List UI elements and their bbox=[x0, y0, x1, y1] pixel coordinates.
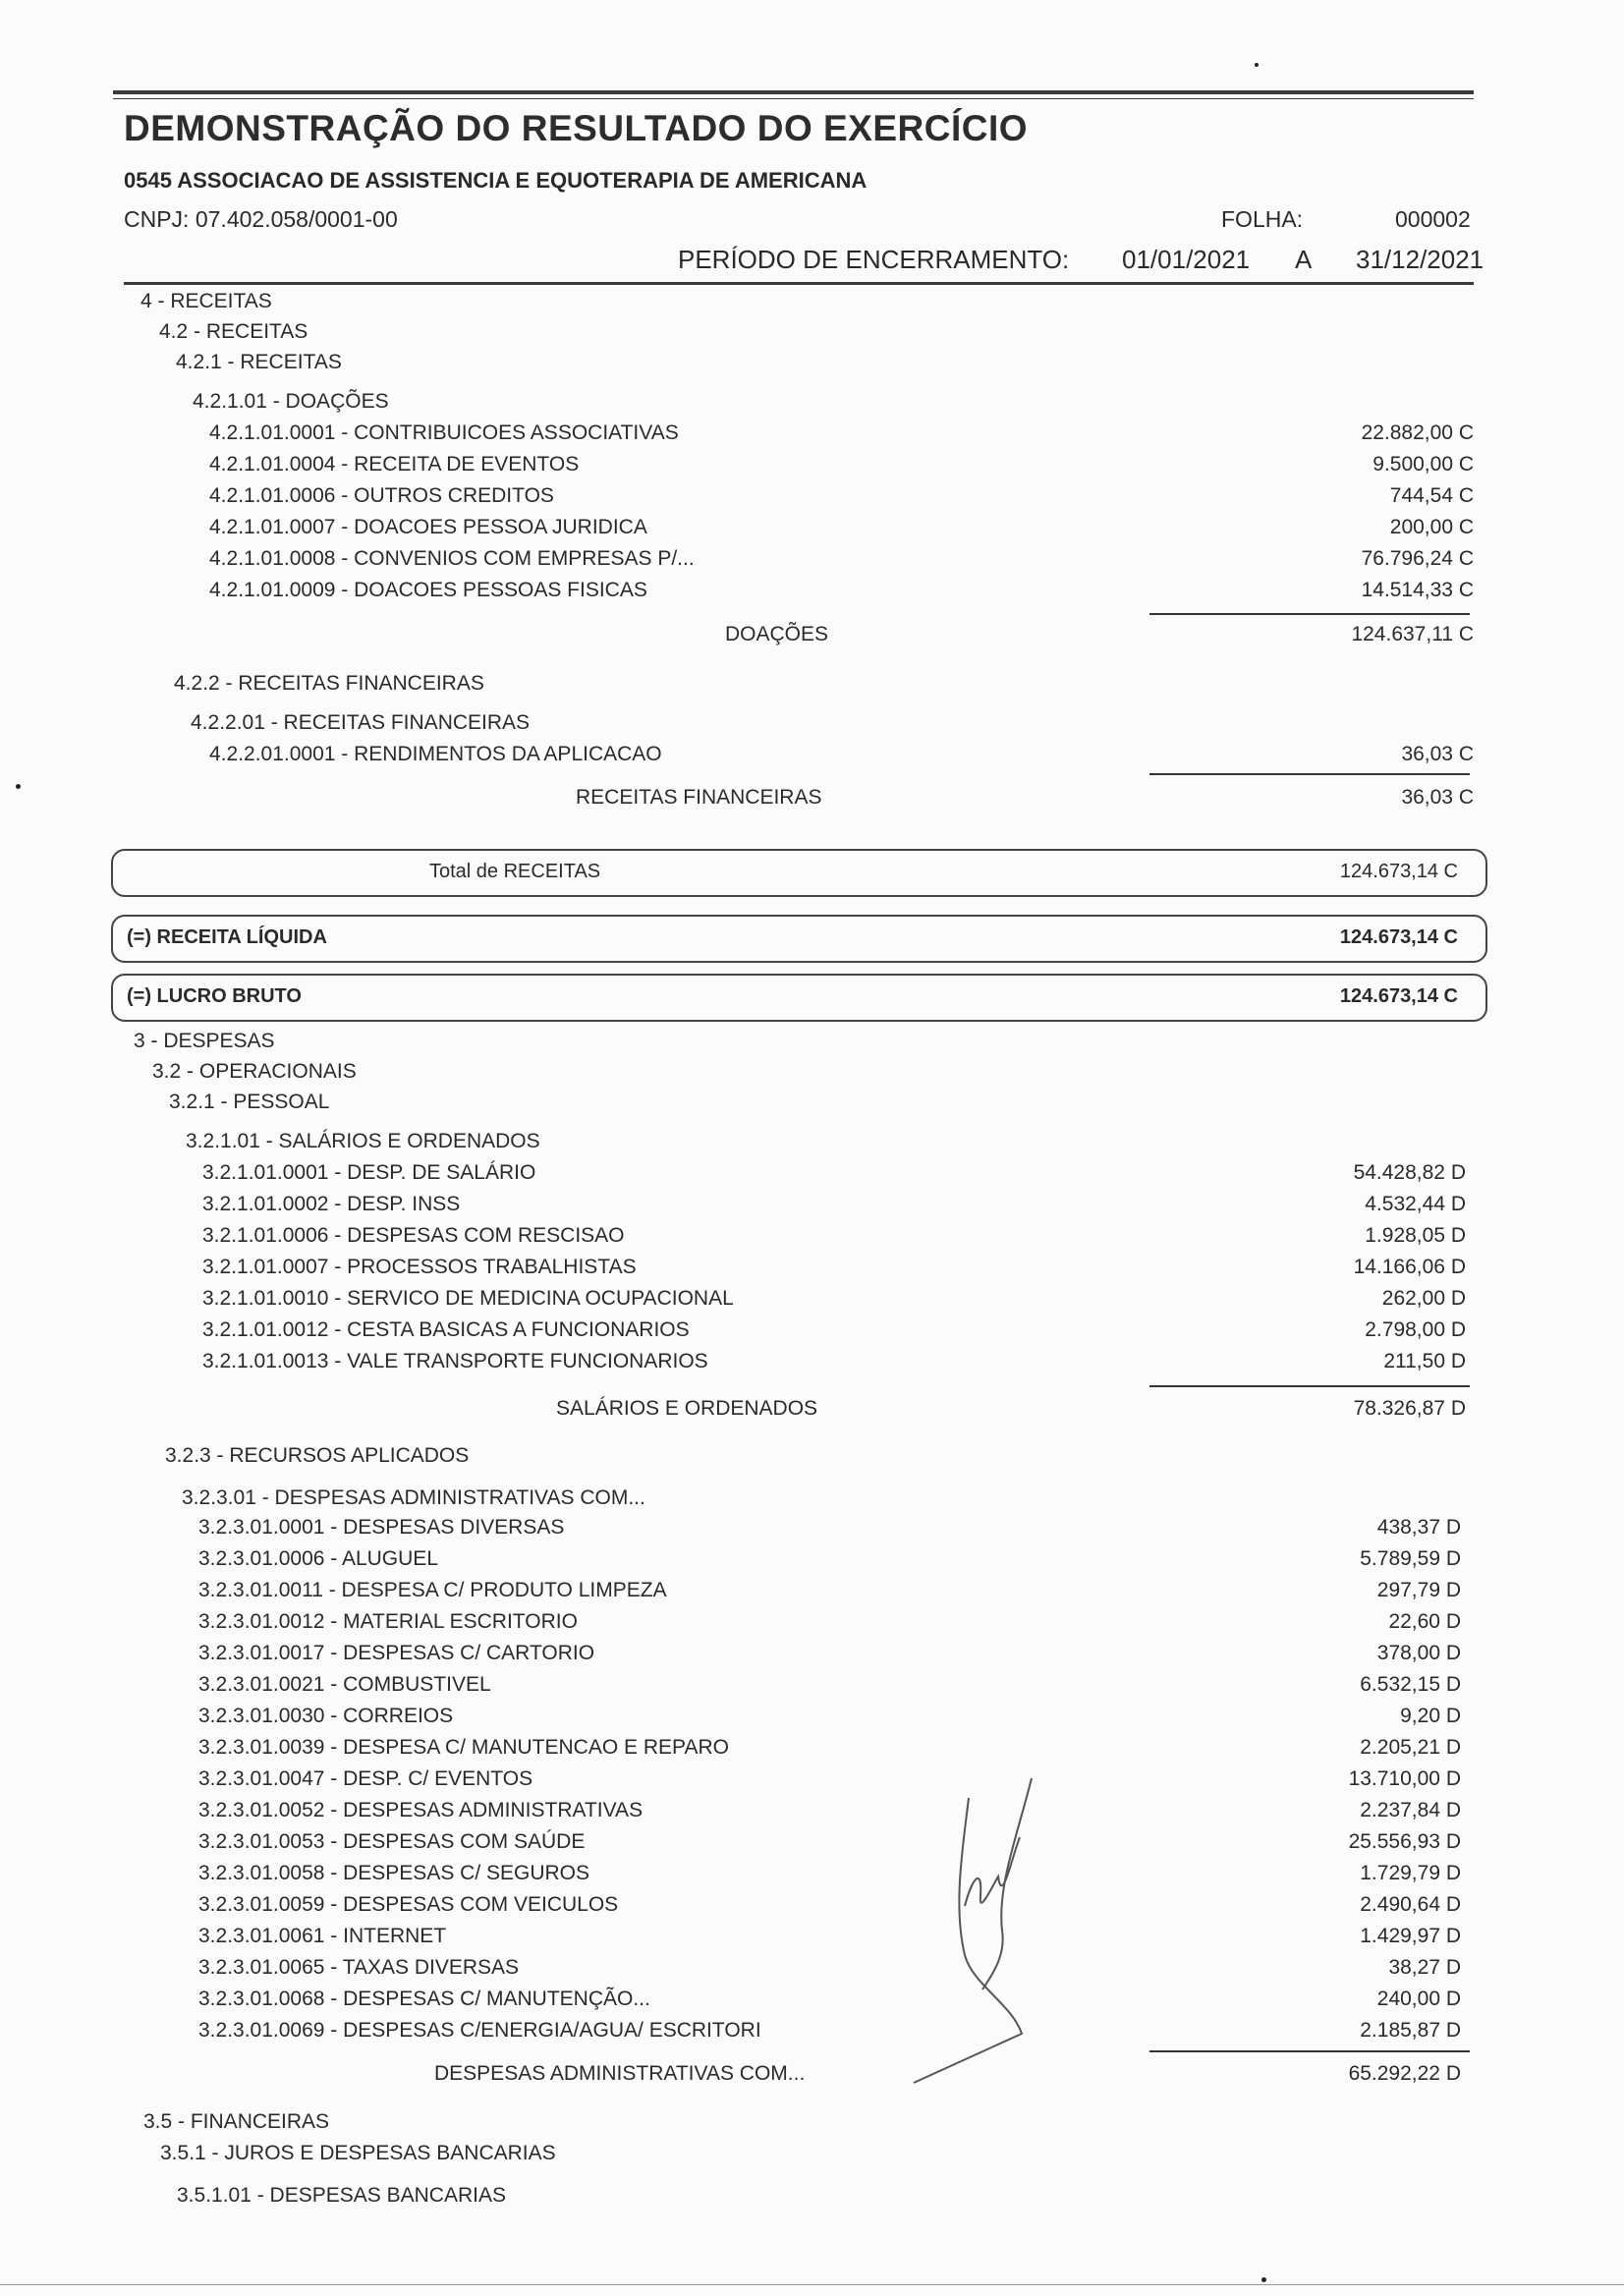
account-item-label: 4.2.1.01.0007 - DOACOES PESSOA JURIDICA bbox=[209, 516, 647, 538]
account-level-3: 3.5.1 - JUROS E DESPESAS BANCARIAS bbox=[160, 2142, 556, 2164]
account-level-1: 4 - RECEITAS bbox=[140, 290, 272, 312]
account-group: 4.2.2.01 - RECEITAS FINANCEIRAS bbox=[191, 711, 531, 734]
account-item bbox=[0, 516, 1624, 545]
periodo-end: 31/12/2021 bbox=[1356, 245, 1484, 274]
account-item-value: 262,00 D bbox=[1381, 1287, 1466, 1310]
account-item-label: 3.2.3.01.0069 - DESPESAS C/ENERGIA/AGUA/ ESCRITORI bbox=[198, 2019, 761, 2042]
account-item-label: 3.2.3.01.0061 - INTERNET bbox=[198, 1925, 447, 1947]
account-item bbox=[0, 1673, 1624, 1703]
page-bottom-edge bbox=[0, 2284, 1624, 2285]
account-item-label: 3.2.3.01.0053 - DESPESAS COM SAÚDE bbox=[198, 1830, 586, 1853]
subtotal-rule bbox=[1149, 2050, 1470, 2052]
signature-mark bbox=[904, 1759, 1100, 2093]
account-item-label: 3.2.3.01.0030 - CORREIOS bbox=[198, 1705, 454, 1727]
account-item-value: 38,27 D bbox=[1388, 1956, 1461, 1979]
account-item: 4.2.2.01.0001 - RENDIMENTOS DA APLICACAO 36,03 C bbox=[209, 743, 1474, 765]
account-item bbox=[0, 1956, 1624, 1986]
account-item-label: 3.2.3.01.0065 - TAXAS DIVERSAS bbox=[198, 1956, 520, 1979]
account-item-value: 297,79 D bbox=[1376, 1579, 1461, 1601]
account-item-value: 9.500,00 C bbox=[1372, 453, 1474, 476]
entity-name: 0545 ASSOCIACAO DE ASSISTENCIA E EQUOTERAPIA DE AMERICANA bbox=[124, 168, 868, 193]
scan-speck bbox=[1255, 63, 1259, 67]
account-item-value: 14.514,33 C bbox=[1361, 579, 1474, 601]
account-item-label: 3.2.3.01.0047 - DESP. C/ EVENTOS bbox=[198, 1767, 533, 1790]
account-item-label: 3.2.3.01.0059 - DESPESAS COM VEICULOS bbox=[198, 1893, 619, 1916]
account-item bbox=[0, 1318, 1624, 1348]
account-item bbox=[0, 1705, 1624, 1734]
account-item-label: 3.2.1.01.0013 - VALE TRANSPORTE FUNCIONARIOS bbox=[202, 1350, 708, 1372]
account-item bbox=[0, 1161, 1624, 1191]
account-group: 3.2.1.01 - SALÁRIOS E ORDENADOS bbox=[186, 1130, 540, 1152]
account-level-3: 3.2.3 - RECURSOS APLICADOS bbox=[165, 1444, 470, 1467]
account-item-value: 2.205,21 D bbox=[1360, 1736, 1461, 1759]
account-item bbox=[0, 1516, 1624, 1545]
page-title: DEMONSTRAÇÃO DO RESULTADO DO EXERCÍCIO bbox=[124, 108, 1029, 148]
account-item-label: 4.2.1.01.0006 - OUTROS CREDITOS bbox=[209, 484, 554, 507]
account-item-value: 9,20 D bbox=[1400, 1705, 1461, 1727]
account-item-label: 3.2.1.01.0010 - SERVICO DE MEDICINA OCUPACIONAL bbox=[202, 1287, 734, 1310]
receita-liquida-box: (=) RECEITA LÍQUIDA 124.673,14 C bbox=[111, 915, 1487, 963]
account-item-label: 3.2.3.01.0017 - DESPESAS C/ CARTORIO bbox=[198, 1642, 595, 1664]
account-item-label: 3.2.1.01.0012 - CESTA BASICAS A FUNCIONARIOS bbox=[202, 1318, 690, 1341]
account-item-value: 1.429,97 D bbox=[1360, 1925, 1461, 1947]
account-item bbox=[0, 579, 1624, 608]
account-item bbox=[0, 1988, 1624, 2017]
account-item-value: 744,54 C bbox=[1389, 484, 1474, 507]
account-item-label: 3.2.3.01.0068 - DESPESAS C/ MANUTENÇÃO... bbox=[198, 1988, 650, 2010]
account-item bbox=[0, 1862, 1624, 1891]
account-item-label: 3.2.3.01.0006 - ALUGUEL bbox=[198, 1547, 438, 1570]
account-item-value: 2.185,87 D bbox=[1360, 2019, 1461, 2042]
account-item-value: 22.882,00 C bbox=[1361, 421, 1474, 444]
account-item-label: 3.2.1.01.0002 - DESP. INSS bbox=[202, 1193, 461, 1215]
subtotal-rule bbox=[1149, 613, 1470, 615]
account-item-value: 22,60 D bbox=[1388, 1610, 1461, 1633]
account-item bbox=[0, 2019, 1624, 2048]
account-item-label: 3.2.1.01.0006 - DESPESAS COM RESCISAO bbox=[202, 1224, 625, 1247]
account-item bbox=[0, 1893, 1624, 1923]
scan-speck bbox=[16, 784, 21, 789]
account-item-value: 54.428,82 D bbox=[1353, 1161, 1466, 1184]
periodo-label: PERÍODO DE ENCERRAMENTO: bbox=[678, 245, 1070, 274]
top-rule-thin bbox=[113, 98, 1474, 99]
account-item-value: 76.796,24 C bbox=[1361, 547, 1474, 570]
account-item-value: 1.729,79 D bbox=[1360, 1862, 1461, 1884]
folha-label: FOLHA: bbox=[1221, 206, 1304, 232]
account-item-label: 3.2.1.01.0001 - DESP. DE SALÁRIO bbox=[202, 1161, 536, 1184]
account-item bbox=[0, 1224, 1624, 1254]
subtotal-row: DESPESAS ADMINISTRATIVAS COM... 65.292,22 D bbox=[434, 2062, 1461, 2085]
account-item bbox=[0, 1642, 1624, 1671]
account-item-value: 240,00 D bbox=[1376, 1988, 1461, 2010]
account-item bbox=[0, 421, 1624, 451]
account-item-label: 3.2.3.01.0052 - DESPESAS ADMINISTRATIVAS bbox=[198, 1799, 644, 1821]
subtotal-rule bbox=[1149, 1385, 1470, 1387]
top-rule bbox=[113, 90, 1474, 94]
account-item-label: 4.2.1.01.0009 - DOACOES PESSOAS FISICAS bbox=[209, 579, 647, 601]
account-group: 3.5.1.01 - DESPESAS BANCARIAS bbox=[177, 2184, 506, 2207]
account-item-value: 1.928,05 D bbox=[1365, 1224, 1466, 1247]
account-level-2: 3.2 - OPERACIONAIS bbox=[152, 1060, 357, 1083]
periodo-start: 01/01/2021 bbox=[1122, 245, 1251, 274]
account-item bbox=[0, 1256, 1624, 1285]
account-level-3: 4.2.2 - RECEITAS FINANCEIRAS bbox=[174, 672, 484, 695]
folha-value: 000002 bbox=[1395, 206, 1471, 232]
account-item-value: 4.532,44 D bbox=[1365, 1193, 1466, 1215]
account-item-label: 3.2.3.01.0039 - DESPESA C/ MANUTENCAO E REPARO bbox=[198, 1736, 729, 1759]
account-item-value: 200,00 C bbox=[1389, 516, 1474, 538]
account-item-label: 4.2.1.01.0008 - CONVENIOS COM EMPRESAS P/... bbox=[209, 547, 695, 570]
account-item bbox=[0, 1287, 1624, 1316]
account-item bbox=[0, 1610, 1624, 1640]
account-item bbox=[0, 1799, 1624, 1828]
account-group: 3.2.3.01 - DESPESAS ADMINISTRATIVAS COM... bbox=[182, 1486, 645, 1509]
subtotal-row: DOAÇÕES 124.637,11 C bbox=[725, 623, 1474, 645]
account-item-label: 4.2.1.01.0001 - CONTRIBUICOES ASSOCIATIVAS bbox=[209, 421, 679, 444]
account-item bbox=[0, 1736, 1624, 1765]
account-item-value: 2.237,84 D bbox=[1360, 1799, 1461, 1821]
account-item-value: 13.710,00 D bbox=[1348, 1767, 1461, 1790]
account-item bbox=[0, 1579, 1624, 1608]
account-item-label: 3.2.3.01.0011 - DESPESA C/ PRODUTO LIMPEZA bbox=[198, 1579, 667, 1601]
account-item-label: 3.2.3.01.0012 - MATERIAL ESCRITORIO bbox=[198, 1610, 578, 1633]
account-item-value: 211,50 D bbox=[1383, 1350, 1466, 1372]
account-item bbox=[0, 1350, 1624, 1379]
account-group: 4.2.1.01 - DOAÇÕES bbox=[193, 390, 389, 413]
account-item-label: 4.2.1.01.0004 - RECEITA DE EVENTOS bbox=[209, 453, 580, 476]
account-item bbox=[0, 1547, 1624, 1577]
cnpj: CNPJ: 07.402.058/0001-00 bbox=[124, 206, 398, 232]
account-item-value: 438,37 D bbox=[1376, 1516, 1461, 1539]
account-level-3: 4.2.1 - RECEITAS bbox=[176, 351, 342, 373]
account-item bbox=[0, 453, 1624, 482]
scan-speck bbox=[1261, 2277, 1266, 2282]
account-item-value: 378,00 D bbox=[1376, 1642, 1461, 1664]
account-item-label: 3.2.3.01.0021 - COMBUSTIVEL bbox=[198, 1673, 491, 1696]
account-item-value: 2.490,64 D bbox=[1360, 1893, 1461, 1916]
account-level-1: 3 - DESPESAS bbox=[134, 1030, 275, 1052]
account-item-label: 3.2.3.01.0001 - DESPESAS DIVERSAS bbox=[198, 1516, 565, 1539]
account-item bbox=[0, 484, 1624, 514]
subtotal-row: SALÁRIOS E ORDENADOS 78.326,87 D bbox=[556, 1397, 1466, 1420]
account-item bbox=[0, 1925, 1624, 1954]
account-item-label: 3.2.3.01.0058 - DESPESAS C/ SEGUROS bbox=[198, 1862, 590, 1884]
account-item-value: 14.166,06 D bbox=[1353, 1256, 1466, 1278]
account-item bbox=[0, 1193, 1624, 1222]
subtotal-rule bbox=[1149, 773, 1470, 775]
lucro-bruto-box: (=) LUCRO BRUTO 124.673,14 C bbox=[111, 974, 1487, 1022]
subtotal-row: RECEITAS FINANCEIRAS 36,03 C bbox=[576, 786, 1474, 809]
account-item-label: 3.2.1.01.0007 - PROCESSOS TRABALHISTAS bbox=[202, 1256, 637, 1278]
account-level-3: 3.2.1 - PESSOAL bbox=[169, 1091, 330, 1113]
account-item bbox=[0, 547, 1624, 577]
account-item-value: 6.532,15 D bbox=[1360, 1673, 1461, 1696]
account-level-2: 3.5 - FINANCEIRAS bbox=[143, 2110, 330, 2133]
account-item bbox=[0, 1767, 1624, 1797]
account-item-value: 25.556,93 D bbox=[1348, 1830, 1461, 1853]
total-receitas-box: Total de RECEITAS 124.673,14 C bbox=[111, 849, 1487, 897]
header-rule bbox=[124, 282, 1474, 285]
account-level-2: 4.2 - RECEITAS bbox=[159, 320, 308, 343]
account-item-value: 5.789,59 D bbox=[1360, 1547, 1461, 1570]
account-item-value: 2.798,00 D bbox=[1365, 1318, 1466, 1341]
periodo-separator: A bbox=[1295, 245, 1313, 274]
account-item bbox=[0, 1830, 1624, 1860]
